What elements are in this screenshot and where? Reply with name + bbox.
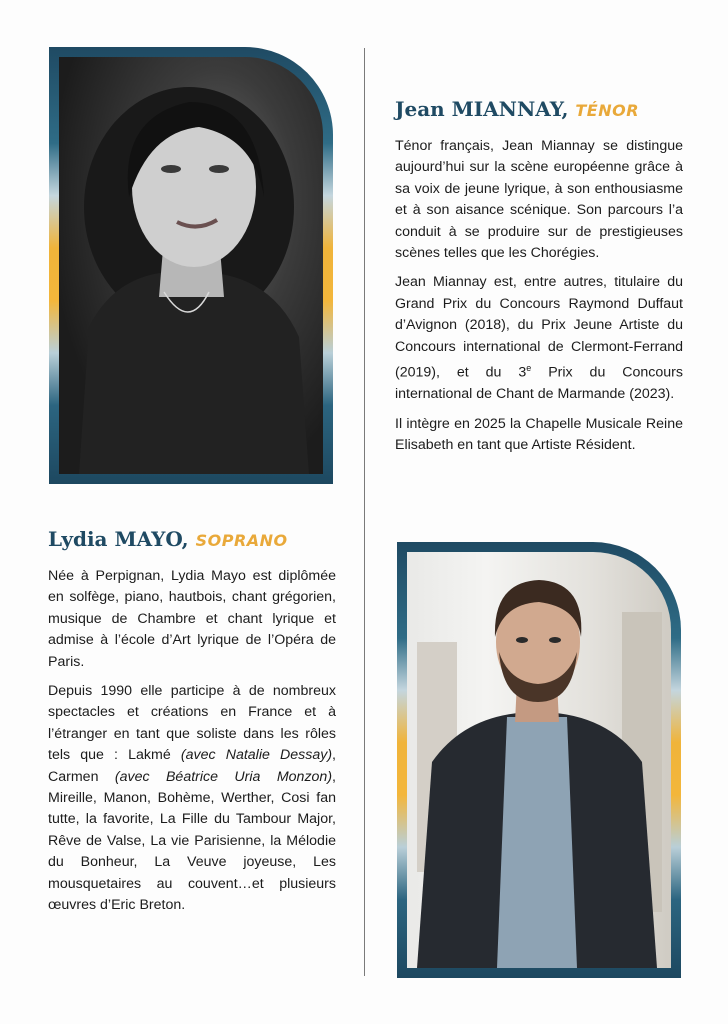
lydia-bio-paragraph-2 [48, 681, 336, 916]
lydia-portrait-illustration [59, 57, 323, 474]
jean-bio-p2-part-b: Prix du Concours international de Chant de Marmande (2023). [395, 364, 683, 403]
jean-bio-paragraph-1: Ténor français, Jean Miannay se distingue aujourd’hui sur la scène européenne grâce à sa voix de jeune lyrique, à son enthousiasme et à son aisance scénique. Son parcours l’a conduit à se produire sur de prestigieuses scènes telles que les Chorégies. [395, 138, 683, 262]
lydia-bio-p2-italic-b: (avec Béatrice Uria Monzon) [114, 768, 333, 785]
jean-name: Jean MIANNAY, [395, 97, 569, 121]
lydia-bio [48, 566, 336, 925]
jean-bio-p2-superscript: e [526, 363, 532, 374]
lydia-photo-frame [49, 47, 333, 484]
lydia-bio-p2-italic-a: (avec Natalie Dessay) [180, 747, 333, 764]
lydia-role: SOPRANO [195, 531, 288, 550]
lydia-bio-p2-part-c: , Carmen [48, 747, 336, 785]
jean-bio-paragraph-3: Il intègre en 2025 la Chapelle Musicale Reine Elisabeth en tant que Artiste Résident. [395, 415, 683, 454]
jean-portrait-illustration [407, 552, 671, 968]
jean-bio-paragraph-2 [395, 272, 683, 405]
lydia-bio-p2-part-e: , Mireille, Manon, Bohème, Werther, Cosi fan tutte, la favorite, La Fille du Tambour Major, Rêve de Valse, La vie Parisienne, la Mélodie du Bonheur, La Veuve joyeuse, Les mousquetaires au couvent…et plusieurs œuvres d’Eric Breton. [48, 768, 336, 914]
jean-role: TÉNOR [575, 101, 640, 120]
column-divider [364, 48, 365, 976]
lydia-name-heading [48, 527, 288, 551]
jean-photo-frame [397, 542, 681, 978]
jean-bio-p2-part-a: Jean Miannay est, entre autres, titulaire du Grand Prix du Concours Raymond Duffaut d’Avignon (2018), du Prix Jeune Artiste du Concours international de Clermont-Ferrand (2019), et du 3 [395, 274, 683, 381]
lydia-name: Lydia MAYO, [48, 527, 189, 551]
jean-bio [395, 136, 683, 464]
lydia-bio-paragraph-1: Née à Perpignan, Lydia Mayo est diplômée en solfège, piano, hautbois, chant grégorien, musique de Chambre et chant lyrique et admise à l’école d’Art lyrique de l’Opéra de Paris. [48, 568, 336, 670]
jean-photo [407, 552, 671, 968]
lydia-photo [59, 57, 323, 474]
jean-name-heading [395, 97, 639, 121]
lydia-bio-p2-part-a: Depuis 1990 elle participe à de nombreux spectacles et créations en France et à l’étranger en tant que soliste dans les rôles tels que : Lakmé [48, 683, 336, 764]
